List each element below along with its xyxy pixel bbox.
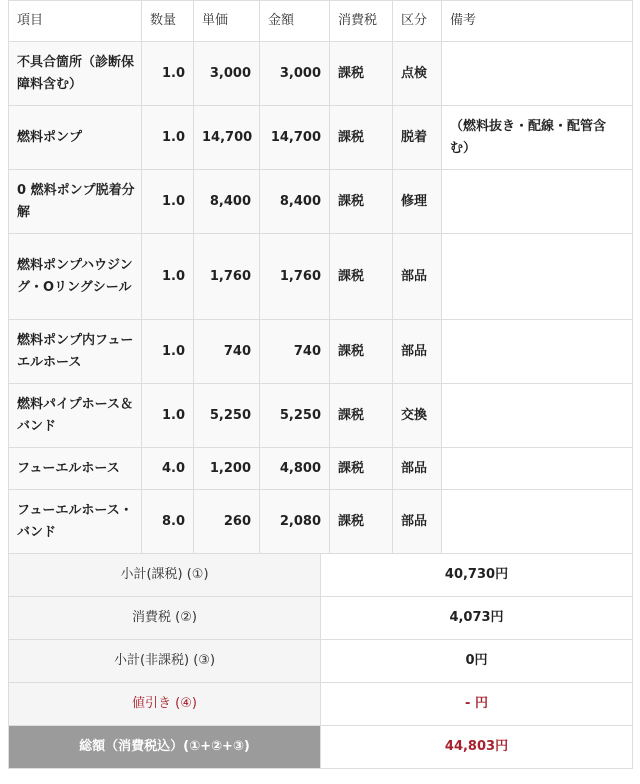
- item-amount: 4,800: [260, 448, 330, 490]
- item-unit-price: 260: [194, 490, 260, 554]
- discount-row: [9, 683, 633, 726]
- table-row: [9, 384, 633, 448]
- item-tax: 課税: [330, 170, 393, 234]
- item-unit-price: 1,200: [194, 448, 260, 490]
- item-tax: 課税: [330, 42, 393, 106]
- item-tax: 課税: [330, 106, 393, 170]
- item-amount: 1,760: [260, 234, 330, 320]
- header-qty: 数量: [142, 1, 194, 42]
- totals-table: [8, 553, 633, 769]
- item-note: [442, 234, 633, 320]
- header-category: 区分: [393, 1, 442, 42]
- item-amount: 2,080: [260, 490, 330, 554]
- item-category: 交換: [393, 384, 442, 448]
- table-row: [9, 170, 633, 234]
- table-row: [9, 42, 633, 106]
- consumption-tax-label: 消費税 (②): [9, 597, 321, 640]
- item-amount: 5,250: [260, 384, 330, 448]
- item-note: （燃料抜き・配線・配管含む）: [442, 106, 633, 170]
- subtotal-nontaxable-label: 小計(非課税) (③): [9, 640, 321, 683]
- header-tax: 消費税: [330, 1, 393, 42]
- item-qty: 4.0: [142, 448, 194, 490]
- item-name: 燃料ポンプハウジング・Oリングシール: [9, 234, 142, 320]
- subtotal-nontaxable-row: [9, 640, 633, 683]
- item-qty: 1.0: [142, 106, 194, 170]
- line-items-table: [8, 0, 633, 554]
- consumption-tax-row: [9, 597, 633, 640]
- item-amount: 740: [260, 320, 330, 384]
- item-category: 修理: [393, 170, 442, 234]
- header-unit-price: 単価: [194, 1, 260, 42]
- header-item: 項目: [9, 1, 142, 42]
- item-tax: 課税: [330, 448, 393, 490]
- estimate-document: [8, 0, 636, 784]
- subtotal-nontaxable-value: 0円: [321, 640, 633, 683]
- item-name: 燃料パイプホース＆バンド: [9, 384, 142, 448]
- item-unit-price: 740: [194, 320, 260, 384]
- grand-total-row: [9, 726, 633, 769]
- subtotal-taxable-row: [9, 554, 633, 597]
- item-note: [442, 384, 633, 448]
- item-note: [442, 490, 633, 554]
- item-category: 部品: [393, 320, 442, 384]
- item-note: [442, 170, 633, 234]
- subtotal-taxable-value: 40,730円: [321, 554, 633, 597]
- item-category: 部品: [393, 448, 442, 490]
- table-row: [9, 448, 633, 490]
- item-name: 0 燃料ポンプ脱着分解: [9, 170, 142, 234]
- item-category: 部品: [393, 234, 442, 320]
- item-qty: 1.0: [142, 234, 194, 320]
- consumption-tax-value: 4,073円: [321, 597, 633, 640]
- item-name: 不具合箇所（診断保障料含む）: [9, 42, 142, 106]
- item-amount: 8,400: [260, 170, 330, 234]
- table-row: [9, 320, 633, 384]
- item-name: フューエルホース: [9, 448, 142, 490]
- item-tax: 課税: [330, 234, 393, 320]
- item-note: [442, 448, 633, 490]
- item-qty: 1.0: [142, 384, 194, 448]
- item-unit-price: 14,700: [194, 106, 260, 170]
- header-amount: 金額: [260, 1, 330, 42]
- item-unit-price: 5,250: [194, 384, 260, 448]
- item-unit-price: 8,400: [194, 170, 260, 234]
- item-amount: 14,700: [260, 106, 330, 170]
- grand-total-label: 総額（消費税込）(①+②+③): [9, 726, 321, 769]
- item-tax: 課税: [330, 490, 393, 554]
- item-qty: 8.0: [142, 490, 194, 554]
- item-unit-price: 1,760: [194, 234, 260, 320]
- item-name: フューエルホース・バンド: [9, 490, 142, 554]
- item-note: [442, 320, 633, 384]
- table-row: [9, 234, 633, 320]
- item-qty: 1.0: [142, 320, 194, 384]
- table-row: [9, 490, 633, 554]
- item-category: 点検: [393, 42, 442, 106]
- item-tax: 課税: [330, 320, 393, 384]
- item-note: [442, 42, 633, 106]
- item-name: 燃料ポンプ内フューエルホース: [9, 320, 142, 384]
- subtotal-taxable-label: 小計(課税) (①): [9, 554, 321, 597]
- discount-value: - 円: [321, 683, 633, 726]
- item-qty: 1.0: [142, 42, 194, 106]
- table-row: [9, 106, 633, 170]
- item-name: 燃料ポンプ: [9, 106, 142, 170]
- grand-total-value: 44,803円: [321, 726, 633, 769]
- table-header-row: [9, 1, 633, 42]
- item-category: 脱着: [393, 106, 442, 170]
- item-amount: 3,000: [260, 42, 330, 106]
- item-category: 部品: [393, 490, 442, 554]
- item-tax: 課税: [330, 384, 393, 448]
- item-unit-price: 3,000: [194, 42, 260, 106]
- header-note: 備考: [442, 1, 633, 42]
- item-qty: 1.0: [142, 170, 194, 234]
- discount-label: 値引き (④): [9, 683, 321, 726]
